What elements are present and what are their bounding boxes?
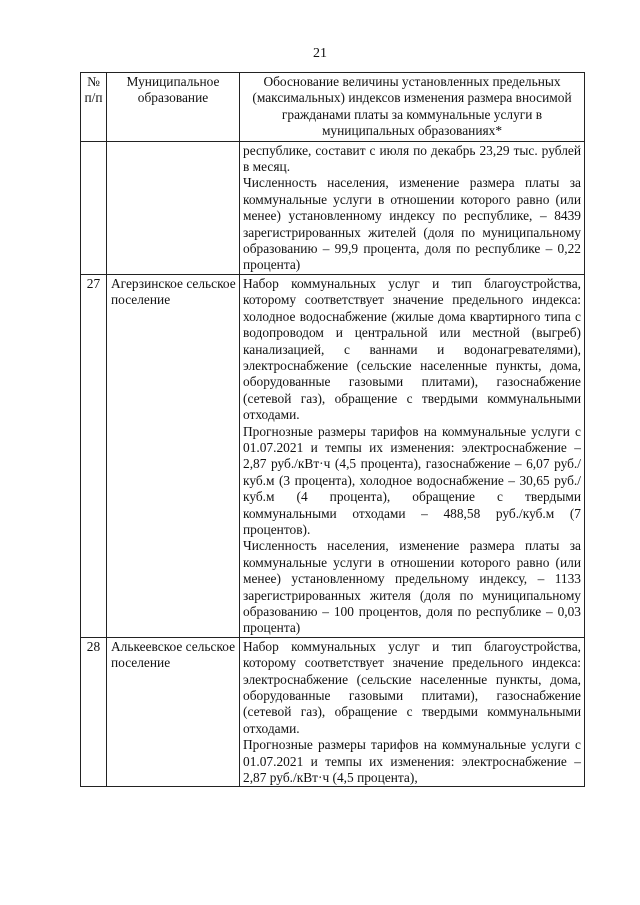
paragraph: республике, составит с июля по декабрь 23,29 тыс. рублей в месяц. xyxy=(243,142,581,175)
indices-table xyxy=(80,72,585,787)
header-municipality: Муниципальное образование xyxy=(107,73,240,142)
cell-justification xyxy=(240,274,585,637)
paragraph: Набор коммунальных услуг и тип благоустройства, которому соответствует значение предельного индекса: холодное водоснабжение (жилые дома квартирного типа с водопроводом и центральной или местной (выгреб) канализацией, с ваннами и водонагревателями), электроснабжение (сельские населенные пункты, дома, оборудованные газовыми плитами), газоснабжение (сетевой газ), обращение с твердыми коммунальными отходами. xyxy=(243,275,581,423)
paragraph: Прогнозные размеры тарифов на коммунальные услуги с 01.07.2021 и темпы их изменения: электроснабжение – 2,87 руб./кВт·ч (4,5 процента), xyxy=(243,737,581,786)
header-justification: Обоснование величины установленных предельных (максимальных) индексов изменения размера вносимой гражданами платы за коммунальные услуги в муниципальных образованиях* xyxy=(240,73,585,142)
paragraph: Прогнозные размеры тарифов на коммунальные услуги с 01.07.2021 и темпы их изменения: электроснабжение – 2,87 руб./кВт·ч (4,5 процента), газоснабжение – 6,07 руб./куб.м (3 процента), холодное водоснабжение – 30,65 руб./куб.м (4 процента), обращение с твердыми коммунальными отходами – 488,58 руб./куб.м (7 процентов). xyxy=(243,423,581,537)
table-row xyxy=(81,274,585,637)
header-num: № п/п xyxy=(81,73,107,142)
table-row xyxy=(81,637,585,787)
cell-justification xyxy=(240,637,585,787)
paragraph: Набор коммунальных услуг и тип благоустройства, которому соответствует значение предельного индекса: электроснабжение (сельские населенные пункты, дома, оборудованные газовыми плитами), газоснабжение (сетевой газ), обращение с твердыми коммунальными отходами. xyxy=(243,638,581,736)
cell-num: 28 xyxy=(81,637,107,787)
table-row-continued xyxy=(81,141,585,274)
paragraph: Численность населения, изменение размера платы за коммунальные услуги в отношении которого равно (или менее) установленному предельному индексу, – 1133 зарегистрированных жителя (доля по муниципальному образованию – 100 процентов, доля по республике – 0,03 процента) xyxy=(243,538,581,636)
cell-justification-continued xyxy=(240,141,585,274)
table-header-row xyxy=(81,73,585,142)
cell-municipality: Агерзинское сельское поселение xyxy=(107,274,240,637)
cell-municipality-empty xyxy=(107,141,240,274)
cell-num: 27 xyxy=(81,274,107,637)
paragraph: Численность населения, изменение размера платы за коммунальные услуги в отношении которого равно (или менее) установленному индексу по республике, – 8439 зарегистрированных жителей (доля по муниципальному образованию – 99,9 процента, доля по республике – 0,22 процента) xyxy=(243,175,581,273)
cell-num-empty xyxy=(81,141,107,274)
page-number: 21 xyxy=(313,46,327,61)
cell-municipality: Алькеевское сельское поселение xyxy=(107,637,240,787)
